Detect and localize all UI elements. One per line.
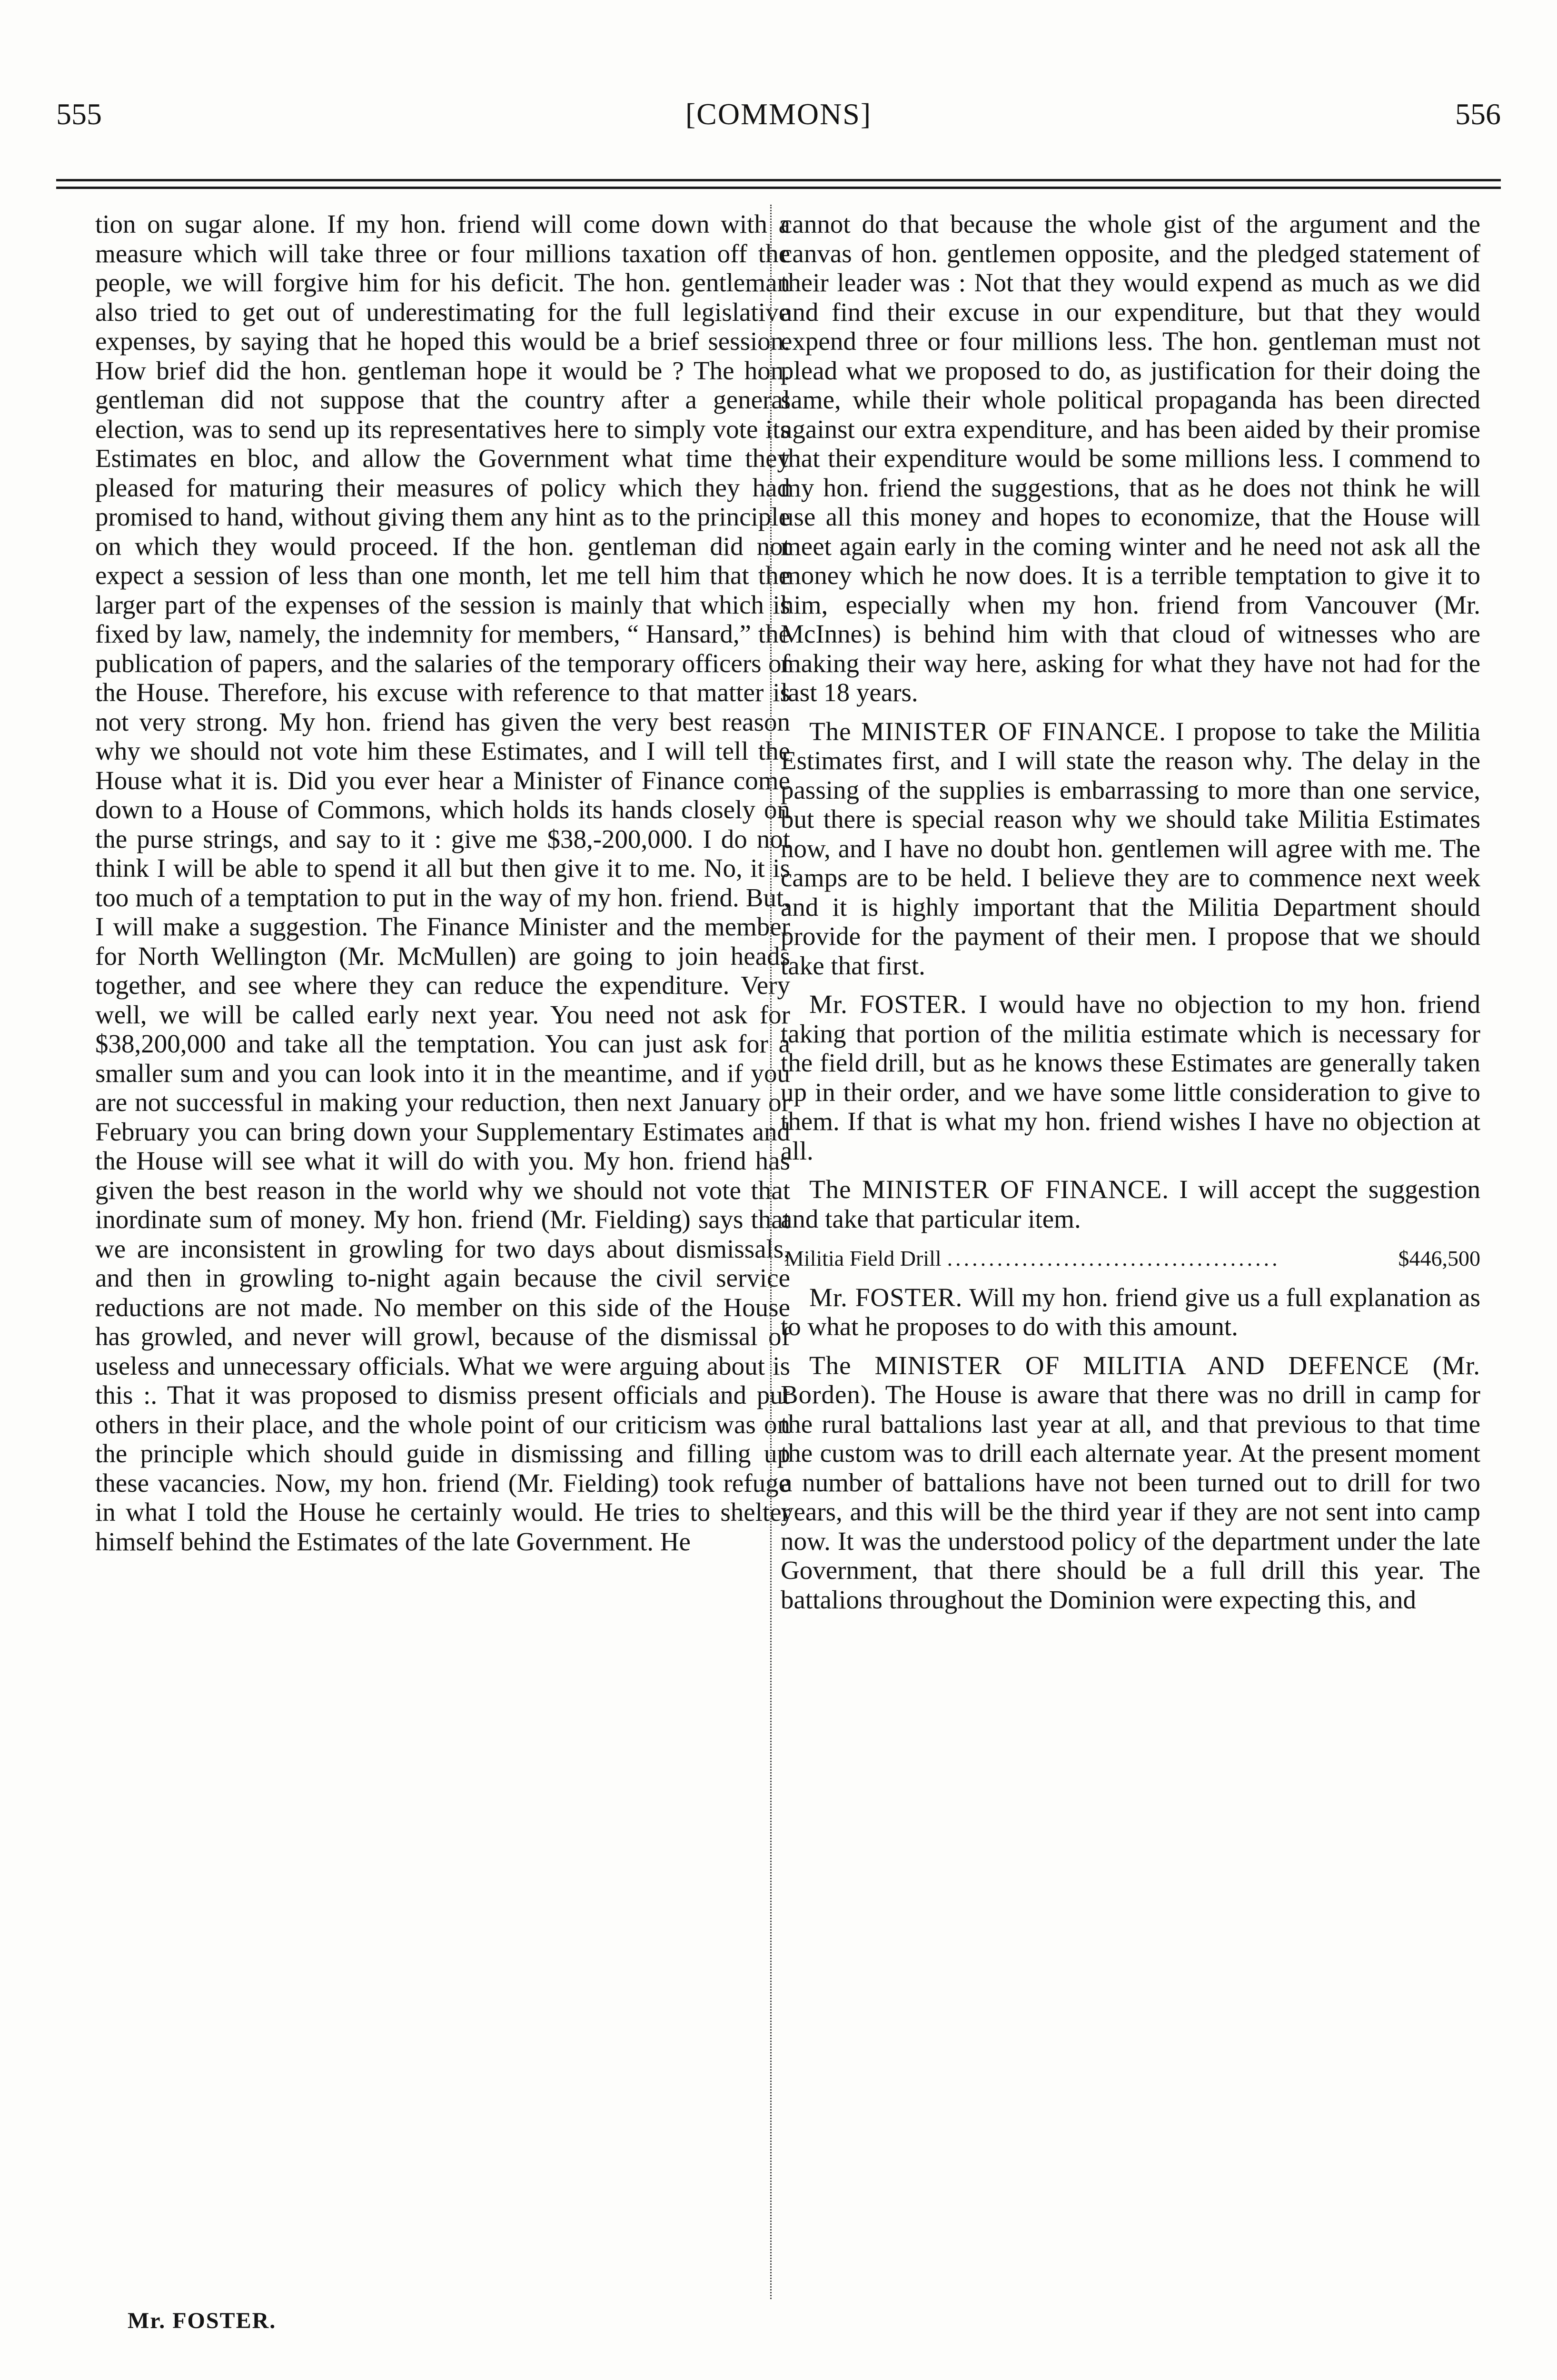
speech-text: Will my hon. friend give us a full explanation as to what he proposes to do with this amount. bbox=[781, 1282, 1480, 1341]
left-paragraph: tion on sugar alone. If my hon. friend will come down with a measure which will take three or four millions taxation off the people, we will forgive him for his deficit. The hon. gentleman also tried to get out of underestimating for the full legislative expenses, by saying that he hoped this would be a brief session. How brief did the hon. gentleman hope it would be ? The hon. gentleman did not suppose that the country after a general election, was to send up its representatives here to simply vote its Estimates en bloc, and allow the Government what time they pleased for maturing their measures of policy which they had promised to hand, without giving them any hint as to the principle on which they would proceed. If the hon. gentleman did not expect a session of less than one month, let me tell him that the larger part of the expenses of the session is mainly that which is fixed by law, namely, the indemnity for members, “ Hansard,” the publication of papers, and the salaries of the temporary officers of the House. Therefore, his excuse with reference to that matter is not very strong. My hon. friend has given the very best reason why we should not vote him these Estimates, and I will tell the House what it is. Did you ever hear a Minister of Finance come down to a House of Commons, which holds its hands closely on the purse strings, and say to it : give me $38,-200,000. I do not think I will be able to spend it all but then give it to me. No, it is too much of a temptation to put in the way of my hon. friend. But, I will make a suggestion. The Finance Minister and the member for North Wellington (Mr. McMullen) are going to join heads together, and see where they can reduce the expenditure. Very well, we will be called early next year. You need not ask for $38,200,000 and take all the temptation. You can just ask for a smaller sum and you can look into it in the meantime, and if you are not successful in making your reduction, then next January or February you can bring down your Supplementary Estimates and the House will see what it will do with you. My hon. friend has given the best reason in the world why we should not vote that inordinate sum of money. My hon. friend (Mr. Fielding) says that we are inconsistent in growling for two days about dismissals, and then in growling to-night again because the civil service reductions are not made. No member on this side of the House has growled, and never will growl, because of the dismissal of useless and unnecessary officials. What we were arguing about is this :. That it was proposed to dismiss present officials and put others in their place, and the whole point of our criticism was on the principle which should guide in dismissing and filling up these vacancies. Now, my hon. friend (Mr. Fielding) took refuge in what I told the House he certainly would. He tries to shelter himself behind the Estimates of the late Government. He bbox=[95, 209, 790, 1556]
page-number-left: 555 bbox=[56, 97, 102, 131]
speech-text: I will accept the suggestion and take that particular item. bbox=[781, 1175, 1480, 1233]
estimate-item-label: Militia Field Drill bbox=[784, 1246, 942, 1270]
header-rule-top bbox=[56, 179, 1501, 181]
speech-text: I propose to take the Militia Estimates first, and I will state the reason why. The delay in the passing of the supplies is embarrassing to more than one service, but there is special reason why we should take Militia Estimates now, and I have no doubt hon. gentlemen will agree with me. The camps are to be held. I believe they are to commence next week and it is highly important that the Militia Department should provide for the payment of their men. I propose that we should take that first. bbox=[781, 716, 1480, 980]
estimate-item bbox=[781, 1244, 1480, 1273]
speech-minister-finance-2 bbox=[781, 1175, 1480, 1233]
speaker-name: Mr. FOSTER. bbox=[809, 990, 967, 1019]
speaker-name: The MINISTER OF FINANCE. bbox=[809, 1175, 1169, 1204]
speech-text: The House is aware that there was no drill in camp for the rural battalions last year at all, and that previous to that time the custom was to drill each alternate year. At the present moment a number of battalions have not been turned out to drill for two years, and this will be the third year if they are not sent into camp now. It was the understood policy of the department under the late Government, that there should be a full drill this year. The battalions throughout the Dominion were expecting this, and bbox=[781, 1380, 1480, 1614]
right-column bbox=[781, 209, 1480, 2299]
speech-minister-finance-1 bbox=[781, 717, 1480, 981]
running-title: [COMMONS] bbox=[685, 97, 872, 131]
footer-speaker-name: Mr. FOSTER. bbox=[128, 2308, 277, 2333]
speech-foster-1 bbox=[781, 990, 1480, 1165]
speech-minister-militia bbox=[781, 1351, 1480, 1615]
speaker-name: The MINISTER OF MILITIA AND DEFENCE (Mr. Borden). bbox=[781, 1350, 1480, 1409]
left-column bbox=[95, 209, 790, 2299]
column-divider bbox=[770, 205, 773, 2299]
page-header bbox=[0, 0, 1557, 157]
speaker-name: The MINISTER OF FINANCE. bbox=[809, 716, 1166, 746]
estimate-item-amount: $446,500 bbox=[1398, 1246, 1480, 1270]
speech-foster-2 bbox=[781, 1283, 1480, 1341]
speaker-name: Mr. FOSTER. bbox=[809, 1282, 963, 1312]
page-number-right: 556 bbox=[1455, 97, 1501, 131]
speech-text: I would have no objection to my hon. friend taking that portion of the militia estimate which is necessary for the field drill, but as he knows these Estimates are generally taken up in their order, and we have some little consideration to give to them. If that is what my hon. friend wishes I have no objection at all. bbox=[781, 990, 1480, 1165]
estimate-item-leader: ........................................ bbox=[947, 1246, 1280, 1270]
right-paragraph-continuation: cannot do that because the whole gist of the argument and the canvas of hon. gentlemen opposite, and the pledged statement of their leader was : Not that they would expend as much as we did and find their excuse in our expenditure, but that they would expend three or four millions less. The hon. gentleman must not plead what we proposed to do, as justification for their doing the same, while their whole political propaganda has been directed against our extra expenditure, and has been aided by their promise that their expenditure would be some millions less. I commend to my hon. friend the suggestions, that as he does not think he will use all this money and hopes to economize, that the House will meet again early in the coming winter and he need not ask all the money which he now does. It is a terrible temptation to give it to him, especially when my hon. friend from Vancouver (Mr. McInnes) is behind him with that cloud of witnesses who are making their way here, asking for what they have not had for the last 18 years. bbox=[781, 209, 1480, 707]
header-rule-bottom bbox=[56, 187, 1501, 189]
